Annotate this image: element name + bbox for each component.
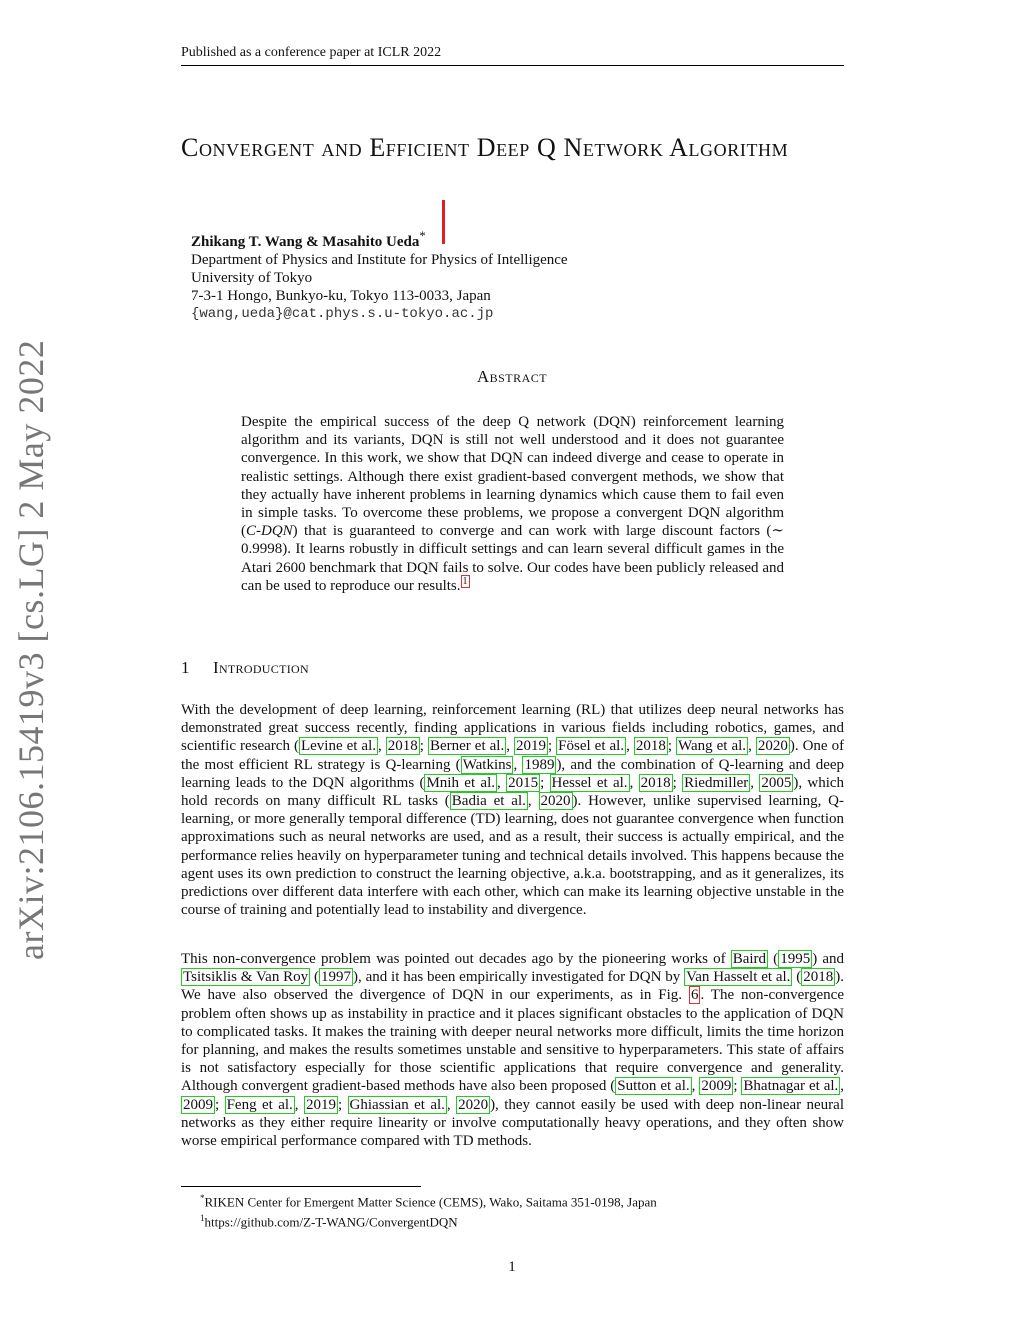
section-heading bbox=[181, 658, 309, 678]
text-run: This non-convergence problem was pointed out decades ago by the pioneering works of bbox=[181, 951, 731, 967]
citation-year-link[interactable]: 2009 bbox=[701, 1078, 732, 1095]
citation-link[interactable]: Berner et al. bbox=[429, 738, 505, 755]
intro-paragraph-1: With the development of deep learning, reinforcement learning (RL) that utilizes deep neural networks has demonstrated great success recently, finding applications in various fields including robotics, games, and scientific research ( Levine et al. , 2018 ; Berner et al. , 2019 ; Fösel et al. , 2018 ; Wang et al. , 2020 ). One of the most efficient RL strategy is Q-learning ( Watkins , 1989 ), and the combination of Q-learning and deep learning leads to the DQN algorithms ( Mnih et al. , 2015 ; Hessel et al. , 2018 ; Riedmiller , 2005 ), which hold records on many difficult RL tasks ( Badia et al. , 2020 ). However, unlike supervised learning, Q-learning, or more generally temporal difference (TD) learning, does not guarantee convergence when function approximations such as neural networks are used, and as a result, their success is actually empirical, and the performance relies heavily on hyperparameter tuning and technical details involved. This happens because the agent uses its own prediction to construct the learning objective, a.k.a. bootstrapping, and as it generalizes, its predictions over different data interfere with each other, which can make its learning objective unstable in the course of training and potentially lead to instability and divergence. bbox=[181, 702, 845, 919]
figure-link[interactable]: 6 bbox=[690, 987, 699, 1004]
author-footnote-mark: * bbox=[419, 229, 426, 243]
text-run: , and it has been empirically investigated for DQN by bbox=[358, 969, 685, 986]
citation-link[interactable]: Wang et al. bbox=[678, 738, 747, 755]
citation-link[interactable]: Watkins bbox=[462, 756, 512, 773]
affiliation-address: 7-3-1 Hongo, Bunkyo-ku, Tokyo 113-0033, Japan bbox=[191, 288, 491, 304]
citation-year-link[interactable]: 2018 bbox=[635, 738, 666, 755]
footnote-text: RIKEN Center for Emergent Matter Science (CEMS), Wako, Saitama 351-0198, Japan bbox=[204, 1194, 657, 1210]
affiliation-university: University of Tokyo bbox=[191, 270, 313, 286]
citation-link[interactable]: Bhatnagar et al. bbox=[743, 1078, 839, 1095]
text-run: . The non-convergence problem often shows up as instability in practice and it places significant obstacles to the application of DQN to complicated tasks. It makes the training with deeper neural networks more difficult, limits the time horizon for planning, and makes the results sometimes unstable and sensitive to hyperparameters. This state of affairs is not satisfactory especially for those scientific applications that require convergence and generality. Although convergent gradient-based methods have also been proposed ( bbox=[181, 987, 844, 1095]
arxiv-identifier[interactable]: arXiv:2106.15419v3 [cs.LG] 2 May 2022 bbox=[11, 339, 51, 960]
abstract-body bbox=[241, 413, 784, 595]
footnote-mark: * bbox=[200, 1193, 205, 1203]
section-title: Introduction bbox=[213, 658, 309, 677]
text-run: . We have also observed the divergence of DQN in our experiments, as in Fig. bbox=[181, 969, 845, 1004]
citation-year-link[interactable]: 2020 bbox=[540, 793, 571, 810]
citation-link[interactable]: Ghiassian et al. bbox=[349, 1096, 445, 1113]
paper-title: Convergent and Efficient Deep Q Network Algorithm bbox=[181, 133, 789, 162]
footnote-mark: 1 bbox=[200, 1213, 205, 1224]
citation-year-link[interactable]: 2009 bbox=[183, 1096, 213, 1113]
text-run: ), they cannot easily be used with deep non-linear neural networks as they either require linearity or involve computationally heavy operations, and they often show worse empirical performance compared with TD methods. bbox=[181, 1096, 845, 1150]
citation-link[interactable]: Fösel et al. bbox=[558, 738, 625, 755]
citation-link[interactable]: Feng et al. bbox=[226, 1096, 293, 1113]
citation-year-link[interactable]: 1997 bbox=[321, 969, 351, 986]
author-block bbox=[191, 227, 568, 323]
citation-year-link[interactable]: 2019 bbox=[305, 1096, 336, 1113]
citation-link[interactable]: Sutton et al. bbox=[617, 1078, 690, 1095]
citation-link[interactable]: Badia et al. bbox=[451, 793, 526, 810]
citation-year-link[interactable]: 2005 bbox=[761, 774, 792, 791]
text-run: ). One of the most efficient RL strategy is Q-learning ( bbox=[181, 738, 845, 773]
citation-link[interactable]: Levine et al. bbox=[300, 738, 377, 755]
abstract-text-2: ) that is guaranteed to converge and can work with large discount factors (∼ 0.9998). It learns robustly in difficult settings and can learn several difficult games in the Atari 2600 benchmark that DQN fails to solve. Our codes have been publicly released and can be used to reproduce our results. bbox=[241, 523, 784, 594]
citation-year-link[interactable]: 2018 bbox=[387, 738, 418, 755]
text-run: and bbox=[817, 951, 844, 967]
running-header: Published as a conference paper at ICLR 2022 bbox=[181, 45, 844, 66]
author-email: {wang,ueda}@cat.phys.s.u-tokyo.ac.jp bbox=[191, 306, 494, 322]
citation-year-link[interactable]: 2020 bbox=[757, 738, 788, 755]
footnote-1 bbox=[200, 1190, 657, 1210]
citation-year-link[interactable]: 2020 bbox=[458, 1096, 489, 1113]
citation-year-link[interactable]: 1989 bbox=[524, 756, 555, 773]
citation-link[interactable]: Baird bbox=[732, 951, 767, 967]
affiliation-department: Department of Physics and Institute for Physics of Intelligence bbox=[191, 252, 568, 268]
algorithm-name: C-DQN bbox=[246, 523, 293, 540]
citation-link[interactable]: Van Hasselt et al. bbox=[686, 969, 791, 986]
author-names: Zhikang T. Wang & Masahito Ueda bbox=[191, 234, 420, 250]
footnotes bbox=[200, 1190, 657, 1231]
footnote-2 bbox=[200, 1210, 657, 1230]
citation-link[interactable]: Tsitsiklis & Van Roy bbox=[183, 969, 309, 986]
intro-paragraph-2: This non-convergence problem was pointed out decades ago by the pioneering works of Baird ( 1995 ) and Tsitsiklis & Van Roy ( 1997 ), and it has been empirically investigated for DQN by Van Hasselt et al. ( 2018 ). We have also observed the divergence of DQN in our experiments, as in Fig. 6 . The non-convergence problem often shows up as instability in practice and it places significant obstacles to the application of DQN to complicated tasks. It makes the training with deeper neural networks more difficult, limits the time horizon for planning, and makes the results sometimes unstable and sensitive to hyperparameters. This state of affairs is not satisfactory especially for those scientific applications that require convergence and generality. Although convergent gradient-based methods have also been proposed ( Sutton et al. , 2009 ; Bhatnagar et al. , 2009 ; Feng et al. , 2019 ; Ghiassian et al. , 2020 ), they cannot easily be used with deep non-linear neural networks as they either require linearity or involve computationally heavy operations, and they often show worse empirical performance compared with TD methods. bbox=[181, 951, 845, 1150]
footnote-url[interactable]: https://github.com/Z-T-WANG/ConvergentDQN bbox=[204, 1214, 458, 1230]
text-run: ). However, unlike supervised learning, Q-learning, or more generally temporal difference (TD) learning, does not guarantee convergence when function approximations such as neural networks are used, and as a result, their success is actually empirical, and the performance relies heavily on hyperparameter tuning and technical details involved. This happens because the agent uses its own prediction to construct the learning objective, a.k.a. bootstrapping, and as it generalizes, its predictions over different data interfere with each other, which can make its learning objective unstable in the course of training and potentially lead to instability and divergence. bbox=[181, 793, 845, 919]
citation-year-link[interactable]: 1995 bbox=[780, 951, 811, 967]
footnote-link-1[interactable]: 1 bbox=[462, 575, 468, 587]
text-run: With the development of deep learning, reinforcement learning (RL) that utilizes deep neural networks has demonstrated great success recently, finding applications in various fields including robotics, games, and scientific research ( bbox=[181, 702, 844, 755]
citation-year-link[interactable]: 2015 bbox=[508, 774, 539, 791]
citation-year-link[interactable]: 2018 bbox=[640, 774, 671, 791]
abstract-text-1: Despite the empirical success of the deep Q network (DQN) reinforcement learning algorithm and its variants, DQN is still not well understood and it does not guarantee convergence. In this work, we show that DQN can indeed diverge and cease to operate in realistic settings. Although there exist gradient-based convergent methods, we show that they actually have inherent problems in learning dynamics which cause them to fail even in simple tasks. To overcome these problems, we propose a convergent DQN algorithm ( bbox=[241, 414, 784, 540]
text-run: ), and the combination of Q-learning and deep learning leads to the DQN algorithms ( bbox=[181, 756, 845, 791]
citation-link[interactable]: Mnih et al. bbox=[426, 774, 495, 791]
citation-link[interactable]: Riedmiller bbox=[684, 774, 749, 791]
page-number: 1 bbox=[508, 1259, 516, 1275]
citation-year-link[interactable]: 2019 bbox=[515, 738, 546, 755]
footnote-divider bbox=[181, 1186, 421, 1187]
abstract-heading: Abstract bbox=[476, 367, 548, 386]
section-number: 1 bbox=[181, 658, 190, 677]
citation-year-link[interactable]: 2018 bbox=[803, 969, 834, 986]
citation-link[interactable]: Hessel et al. bbox=[551, 774, 628, 791]
text-run: ), which hold records on many difficult RL tasks ( bbox=[181, 774, 845, 810]
